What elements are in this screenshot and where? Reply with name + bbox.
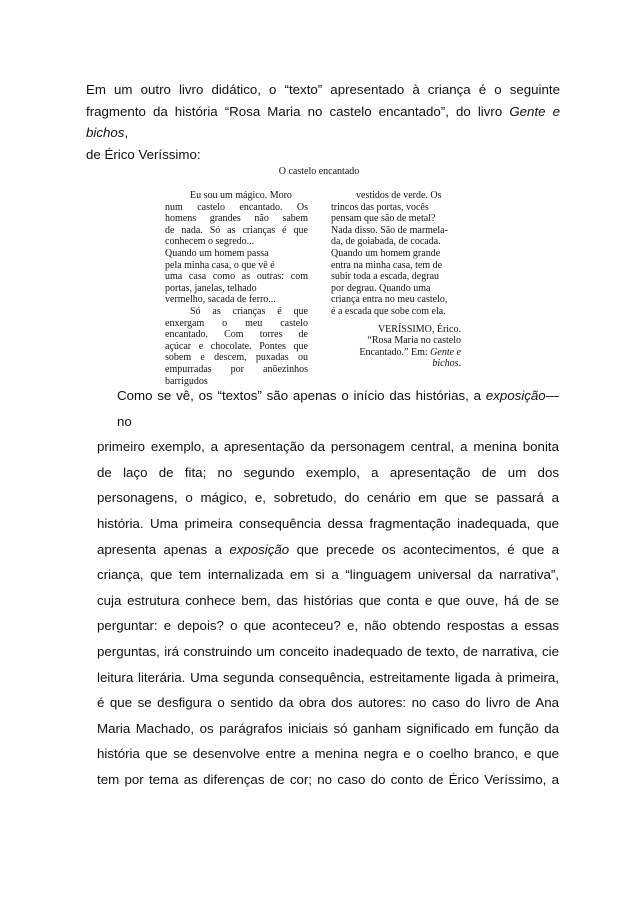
- body-line-4: personagens, o mágico, e, sobretudo, do cenário em que se passará a: [97, 490, 559, 506]
- body-line-6-a: apresenta apenas a: [97, 541, 230, 557]
- excerpt-title: O castelo encantado: [278, 166, 360, 177]
- body-line-9: perguntar: e depois? o que aconteceu? e, não obtendo respostas a essas: [97, 618, 559, 634]
- excerpt-right-column: [331, 190, 461, 370]
- excerpt-line: enxergam o meu castelo: [165, 317, 308, 329]
- excerpt-line: de nada. Só as crianças é que: [165, 224, 308, 236]
- body-line-7: criança, que tem internalizada em si a “linguagem universal da narrativa”,: [97, 567, 559, 583]
- excerpt-line: uma casa como as outras: com: [165, 271, 308, 283]
- body-paragraph: [97, 383, 559, 793]
- body-line-15: tem por tema as diferenças de cor; no caso do conto de Érico Veríssimo, a: [97, 771, 559, 787]
- citation: [331, 324, 461, 370]
- intro-line-2: [86, 101, 560, 144]
- citation-line-4: [331, 358, 461, 370]
- body-line-8: cuja estrutura conhece bem, das histórias que conta e que ouve, há de se: [97, 592, 559, 608]
- intro-paragraph: [86, 79, 560, 165]
- excerpt-line: vermelho, sacada de ferro...: [165, 294, 276, 306]
- excerpt-line: criança entra no meu castelo,: [331, 294, 448, 306]
- excerpt-line: Só as crianças é que: [190, 305, 308, 317]
- excerpt-line: é a escada que sobe com ela.: [331, 305, 446, 317]
- body-line-10: perguntas, irá construindo um conceito inadequado de texto, de narrativa, cie: [97, 643, 559, 659]
- excerpt-line: sobem e descem, puxadas ou: [165, 352, 308, 364]
- citation-line-2: “Rosa Maria no castelo: [367, 335, 461, 347]
- book-title: Gente e bichos: [86, 103, 561, 140]
- body-line-3: de laço de fita; no segundo exemplo, a apresentação de um dos: [97, 464, 559, 480]
- excerpt-line: subir toda a escada, degrau: [331, 271, 440, 283]
- body-line-5: história. Uma primeira consequência dessa fragmentação inadequada, que: [97, 515, 559, 531]
- body-line-1-a: Como se vê, os “textos” são apenas o início das histórias, a: [117, 388, 486, 403]
- excerpt-line: por degrau. Quando uma: [331, 282, 431, 294]
- intro-line-2-end: ,: [124, 125, 129, 140]
- body-line-12: é que se desfigura o sentido da obra dos autores: no caso do livro de Ana: [97, 695, 559, 711]
- excerpt-line: Quando um homem grande: [331, 247, 441, 259]
- body-line-11: leitura literária. Uma segunda consequência, estreitamente ligada à primeira,: [97, 669, 559, 685]
- body-line-6-em: exposição: [229, 541, 290, 557]
- excerpt-line: pensam que são de metal?: [331, 213, 436, 225]
- body-line-1-b: —no: [117, 388, 559, 429]
- excerpt-line: Eu sou um mágico. Moro: [190, 190, 292, 201]
- excerpt-line: açúcar e chocolate. Pontes que: [165, 340, 308, 352]
- body-line-2: primeiro exemplo, a apresentação da personagem central, a menina bonita: [97, 439, 559, 455]
- body-line-1: [97, 383, 559, 434]
- excerpt-line: trincos das portas, vocês: [331, 201, 429, 213]
- citation-line-3-prefix: Encantado.” Em:: [359, 346, 431, 358]
- excerpt-line: pela minha casa, o que vê é: [165, 259, 275, 271]
- body-line-6-b: que precede os acontecimentos, é que a: [289, 541, 559, 557]
- intro-line-2-text: fragmento da história “Rosa Maria no castelo encantado”, do livro: [86, 103, 510, 119]
- citation-book-title-part-2: bichos: [432, 358, 459, 370]
- excerpt-line: portas, janelas, telhado: [165, 282, 257, 294]
- citation-book-title-part-1: Gente e: [430, 346, 461, 358]
- excerpt-line: conhecem o segredo...: [165, 236, 255, 248]
- intro-line-3: de Érico Veríssimo:: [86, 146, 201, 162]
- excerpt-line: barrigudos: [165, 375, 208, 387]
- excerpt-line: vestidos de verde. Os: [356, 190, 442, 201]
- excerpt-line: homens grandes não sabem: [165, 213, 308, 225]
- citation-line-4-end: .: [458, 358, 461, 370]
- excerpt-line: da, de goiabada, de cocada.: [331, 236, 441, 248]
- body-line-14: história que se desenvolve entre a menina negra e o coelho branco, e que: [97, 746, 559, 762]
- excerpt-line: Nada disso. São de marmela-: [331, 224, 448, 236]
- body-line-1-em: exposição: [485, 388, 546, 403]
- body-line-6: [97, 537, 559, 563]
- intro-line-1: Em um outro livro didático, o “texto” apresentado à criança é o seguinte: [86, 82, 560, 97]
- excerpt-line: encantado. Com torres de: [165, 329, 308, 341]
- excerpt-line: Quando um homem passa: [165, 247, 269, 259]
- excerpt-line: entra na minha casa, tem de: [331, 259, 443, 271]
- citation-author: VERÍSSIMO, Érico.: [377, 323, 461, 335]
- body-line-13: Maria Machado, os parágrafos iniciais só ganham significado em função da: [97, 720, 559, 736]
- citation-line-3: [331, 347, 461, 359]
- excerpt-line: num castelo encantado. Os: [165, 201, 308, 213]
- excerpt-line: empurradas por anõezinhos: [165, 363, 308, 375]
- excerpt-left-column: [165, 190, 308, 387]
